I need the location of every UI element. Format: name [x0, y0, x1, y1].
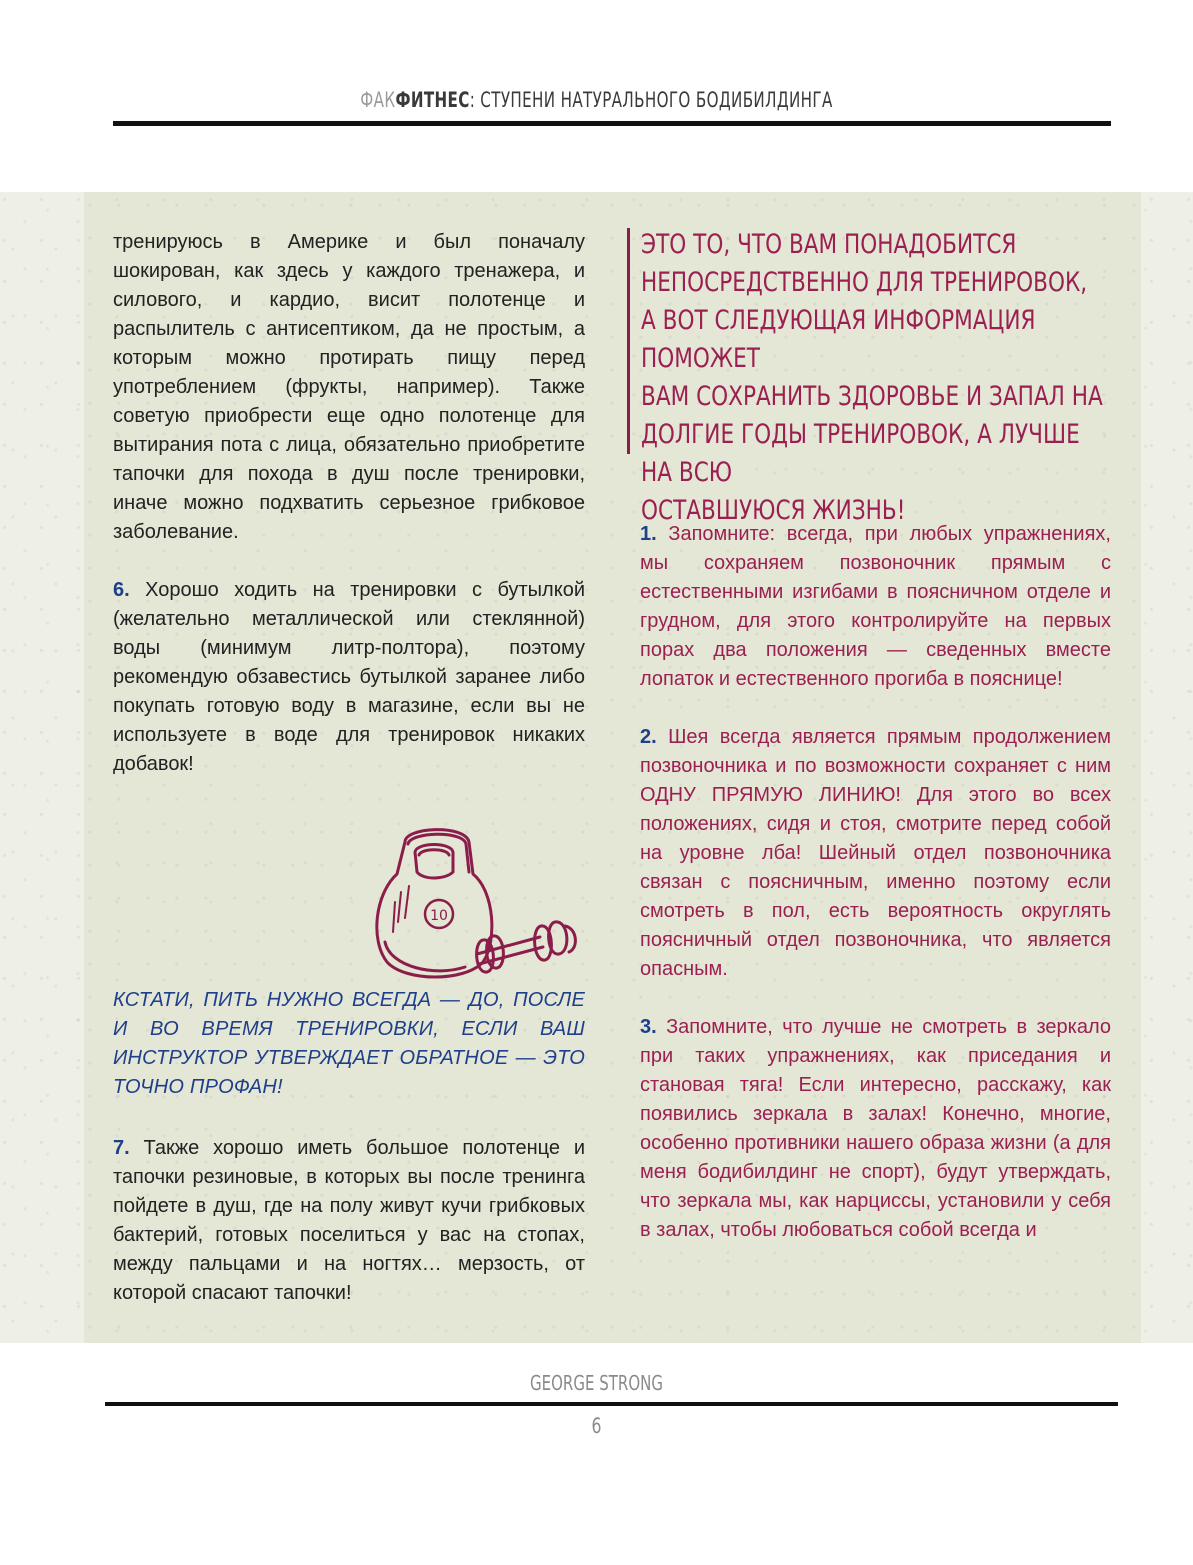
- item-1-paragraph: [640, 520, 1111, 694]
- kettlebell-weight-label: 10: [430, 908, 448, 924]
- pull-quote: [641, 226, 1111, 530]
- item-7-number: 7.: [113, 1137, 130, 1159]
- item-6-paragraph: [113, 576, 585, 779]
- item-7-block: [113, 1134, 585, 1308]
- item-2-text: Шея всегда является прямым продолжением позвоночника и по возможности сохраняет с ним ОДНУ ПРЯМУЮ ЛИНИЮ! Для этого во всех положениях, сидя и стоя, смотрите перед собой на уровне лба! Шейный отдел позвоночника связан с поясничным, именно поэтому если смотреть в пол, есть вероятность округлять поясничный отдел позвоночника, что является опасным.: [640, 726, 1111, 980]
- water-callout: КСТАТИ, ПИТЬ НУЖНО ВСЕГДА — ДО, ПОСЛЕ И ВО ВРЕМЯ ТРЕНИРОВКИ, ЕСЛИ ВАШ ИНСТРУКТОР УТВЕРЖДАЕТ ОБРАТНОЕ — ЭТО ТОЧНО ПРОФАН!: [113, 989, 585, 1098]
- footer-rule: [105, 1402, 1118, 1406]
- right-column: [640, 520, 1111, 1245]
- item-1-text: Запомните: всегда, при любых упражнениях, мы сохраняем позвоночник прямым с естественными изгибами в поясничном отделе и грудном, для этого контролируйте на первых порах два положения — сведенных вместе лопаток и естественного прогиба в пояснице!: [640, 523, 1111, 690]
- item-2-number: 2.: [640, 726, 657, 748]
- left-continuation-paragraph: тренируюсь в Америке и был поначалу шокирован, как здесь у каждого тренажера, и силового, и кардио, висит полотенце и распылитель с антисептиком, да не простым, а которым можно протирать пищу перед употреблением (фрукты, например). Также советую приобрести еще одно полотенце для вытирания пота с лица, обязательно приобретите тапочки для похода в душ после тренировки, иначе можно подхватить серьезное грибковое заболевание.: [113, 231, 585, 543]
- item-7-text: Также хорошо иметь большое полотенце и тапочки резиновые, в которых вы после тренинга пойдете в душ, где на полу живут кучи грибковых бактерий, готовых поселиться у вас на стопах, между пальцами и на ногтях… мерзость, от которой спасают тапочки!: [113, 1137, 585, 1304]
- item-6-number: 6.: [113, 579, 130, 601]
- item-7-paragraph: [113, 1134, 585, 1308]
- item-1-number: 1.: [640, 523, 657, 545]
- quote-line: А ВОТ СЛЕДУЮЩАЯ ИНФОРМАЦИЯ ПОМОЖЕТ: [641, 305, 1036, 374]
- item-2-paragraph: [640, 723, 1111, 984]
- quote-line: ДОЛГИЕ ГОДЫ ТРЕНИРОВОК, А ЛУЧШЕ НА ВСЮ: [641, 419, 1080, 488]
- header-title-light: ФАК: [360, 88, 396, 112]
- page-number: 6: [591, 1414, 602, 1438]
- quote-line: ЭТО ТО, ЧТО ВАМ ПОНАДОБИТСЯ: [641, 229, 1017, 260]
- quote-line: ВАМ СОХРАНИТЬ ЗДОРОВЬЕ И ЗАПАЛ НА: [641, 381, 1103, 412]
- quote-accent-bar: [627, 228, 630, 454]
- footer-author: GEORGE STRONG: [530, 1371, 663, 1395]
- running-header: [167, 88, 1026, 112]
- left-column: [113, 228, 585, 779]
- header-rule: [113, 121, 1111, 126]
- quote-line: НЕПОСРЕДСТВЕННО ДЛЯ ТРЕНИРОВОК,: [641, 267, 1088, 298]
- item-3-text: Запомните, что лучше не смотреть в зеркало при таких упражнениях, как приседания и становая тяга! Если интересно, расскажу, как появились зеркала в залах! Конечно, многие, особенно противники нашего образа жизни (а для меня бодибилдинг не спорт), будут утверждать, что зеркала мы, как нарциссы, установили у себя в залах, чтобы любоваться собой всегда и: [640, 1016, 1111, 1241]
- quote-line: ОСТАВШУЮСЯ ЖИЗНЬ!: [641, 495, 906, 526]
- item-6-text: Хорошо ходить на тренировки с бутылкой (желательно металлической или стеклянной) воды (минимум литр-полтора), поэтому рекомендую обзавестись бутылкой заранее либо покупать готовую воду в магазине, если вы не используете в воде для тренировок никаких добавок!: [113, 579, 585, 775]
- kettlebell-illustration: [365, 822, 590, 987]
- item-3-paragraph: [640, 1013, 1111, 1245]
- item-3-number: 3.: [640, 1016, 657, 1038]
- header-title-bold: ФИТНЕС: [395, 88, 470, 112]
- header-title-rest: : СТУПЕНИ НАТУРАЛЬНОГО БОДИБИЛДИНГА: [469, 88, 833, 112]
